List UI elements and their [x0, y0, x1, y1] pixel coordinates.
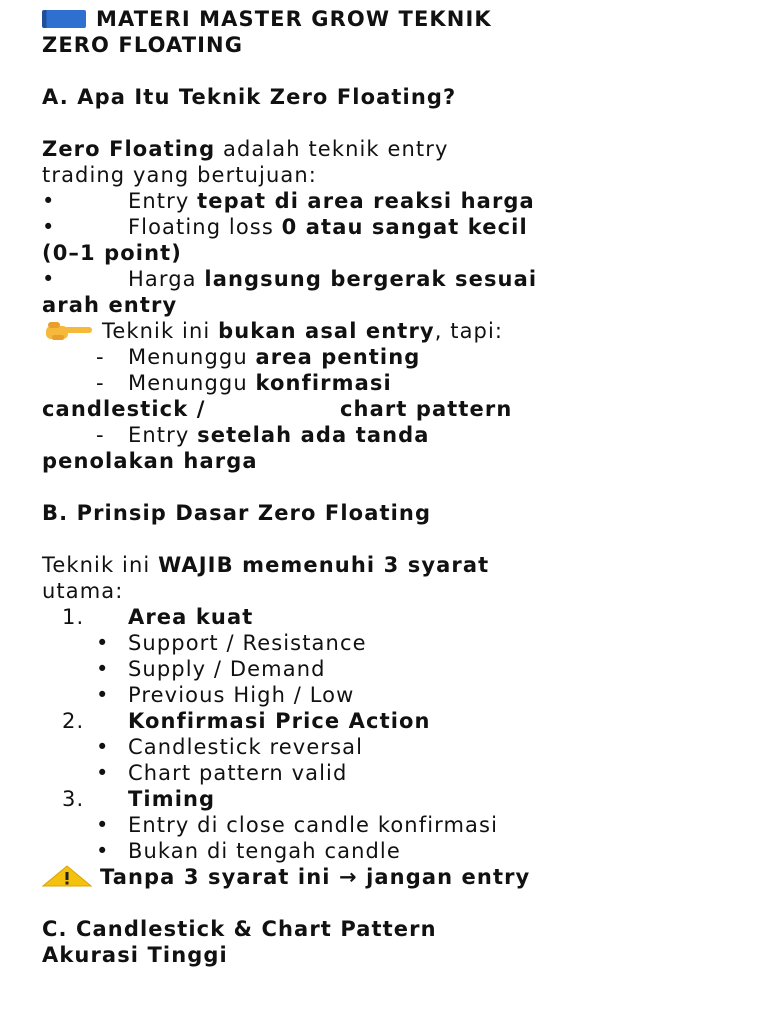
- intro-rest: adalah teknik entry: [215, 137, 449, 161]
- doc-title-line2: ZERO FLOATING: [42, 33, 244, 57]
- note-post: , tapi:: [434, 319, 504, 343]
- title-text: MATERI MASTER GROW TEKNIK: [96, 7, 492, 31]
- dash: -: [96, 371, 105, 395]
- dash: -: [96, 423, 105, 447]
- book-icon: [42, 10, 86, 28]
- bullet-bold: tepat di area reaksi harga: [197, 189, 535, 213]
- bullet: •: [42, 267, 56, 291]
- list-item-continuation: chart pattern: [340, 397, 513, 421]
- sub-item-text: Previous High / Low: [128, 683, 355, 707]
- bullet: •: [96, 683, 110, 707]
- step-bold: konfirmasi: [255, 371, 392, 395]
- item-title: Konfirmasi Price Action: [128, 709, 431, 733]
- warning-line: [42, 864, 530, 890]
- warning-text: Tanpa 3 syarat ini → jangan entry: [100, 865, 531, 889]
- step-bold: area penting: [255, 345, 421, 369]
- bullet: •: [96, 761, 110, 785]
- sub-item-text: Bukan di tengah candle: [128, 839, 401, 863]
- sub-item-text: Candlestick reversal: [128, 735, 364, 759]
- warning-icon: [42, 865, 92, 887]
- step-text: Entry: [128, 423, 198, 447]
- bullet-text: Entry: [128, 189, 198, 213]
- section-b-intro: [42, 552, 489, 578]
- section-a-intro-line2: trading yang bertujuan:: [42, 163, 317, 187]
- bullet: •: [42, 215, 56, 239]
- bullet: •: [96, 631, 110, 655]
- bullet: •: [96, 839, 110, 863]
- list-item-continuation: arah entry: [42, 293, 178, 317]
- step-text: Menunggu: [128, 371, 256, 395]
- section-c-heading-line2: Akurasi Tinggi: [42, 943, 228, 967]
- intro-bold: WAJIB memenuhi 3 syarat: [158, 553, 490, 577]
- item-title: Area kuat: [128, 605, 254, 629]
- bullet-text: Harga: [128, 267, 205, 291]
- bullet-bold: langsung bergerak sesuai: [204, 267, 538, 291]
- bullet-text: Floating loss: [128, 215, 282, 239]
- note-bold: bukan asal entry: [218, 319, 435, 343]
- sub-item-text: Entry di close candle konfirmasi: [128, 813, 498, 837]
- note-text: Teknik ini: [102, 319, 219, 343]
- bullet: •: [42, 189, 56, 213]
- pointing-hand-icon: [42, 320, 94, 342]
- sub-item-text: Support / Resistance: [128, 631, 367, 655]
- section-b-heading: B. Prinsip Dasar Zero Floating: [42, 501, 432, 525]
- intro-bold: Zero Floating: [42, 137, 216, 161]
- list-item-continuation: (0–1 point): [42, 241, 182, 265]
- section-c-heading-line1: C. Candlestick & Chart Pattern: [42, 917, 437, 941]
- section-a-intro: [42, 136, 449, 162]
- sub-item-text: Supply / Demand: [128, 657, 326, 681]
- bullet: •: [96, 735, 110, 759]
- bullet: •: [96, 657, 110, 681]
- item-number: 1.: [62, 605, 85, 629]
- item-number: 2.: [62, 709, 85, 733]
- doc-title-line1: [42, 6, 492, 32]
- bullet-bold: 0 atau sangat kecil: [281, 215, 528, 239]
- intro-text: Teknik ini: [42, 553, 159, 577]
- dash: -: [96, 345, 105, 369]
- section-a-heading: A. Apa Itu Teknik Zero Floating?: [42, 85, 457, 109]
- step-bold: setelah ada tanda: [197, 423, 430, 447]
- list-item-continuation: penolakan harga: [42, 449, 258, 473]
- bullet: •: [96, 813, 110, 837]
- sub-item-text: Chart pattern valid: [128, 761, 348, 785]
- step-text: Menunggu: [128, 345, 256, 369]
- list-item-continuation: candlestick /: [42, 397, 206, 421]
- item-number: 3.: [62, 787, 85, 811]
- note-line: [42, 318, 503, 344]
- section-b-intro-line2: utama:: [42, 579, 124, 603]
- item-title: Timing: [128, 787, 216, 811]
